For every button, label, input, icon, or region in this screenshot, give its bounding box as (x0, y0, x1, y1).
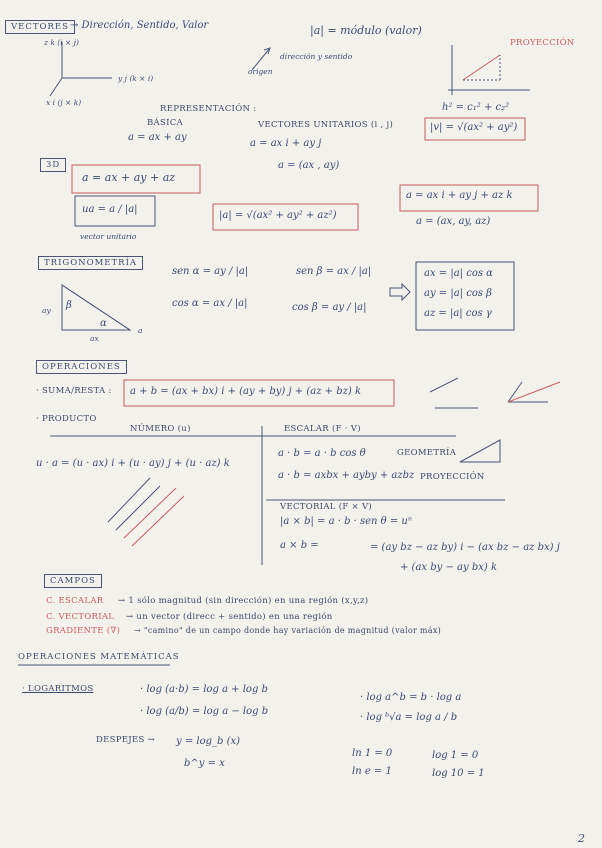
geometria-label: GEOMETRÍA (397, 448, 457, 458)
3d-tuple-formula: a = (ax, ay, az) (416, 216, 491, 227)
3d-formula: a = ax + ay + az (82, 171, 176, 184)
section-trigonometria: TRIGONOMETRÍA (38, 256, 143, 270)
k-axis-label: z k (i × j) (44, 38, 79, 47)
direction-cos-3: az = |a| cos γ (424, 308, 492, 319)
ln-one: ln 1 = 0 (352, 748, 393, 759)
unitarios-formula-2: a = (ax , ay) (278, 160, 340, 171)
escalar-formula-2: a · b = axbx + ayby + azbz (278, 470, 415, 481)
cos-beta: cos β = ay / |a| (292, 302, 367, 313)
vectorial-formula-1: |a × b| = a · b · sen θ = uⁿ (280, 516, 412, 527)
suma-formula: a + b = (ax + bx) i + (ay + by) j + (az + bz) k (130, 386, 362, 397)
gradiente-text: → "camino" de un campo donde hay variación de magnitud (valor máx) (134, 626, 442, 635)
j-axis-label: y j (k × i) (118, 74, 154, 83)
producto-label: · PRODUCTO (36, 414, 97, 424)
triangle-a: a (138, 326, 143, 335)
3d-modulo-formula: |a| = √(ax² + ay² + az²) (219, 210, 337, 221)
direction-label: dirección y sentido (280, 52, 353, 61)
origin-label: origen (248, 67, 273, 76)
log-product-rule: · log (a·b) = log a + log b (140, 684, 268, 695)
campo-vectorial-name: C. VECTORIAL (46, 612, 115, 622)
alpha-angle: α (100, 318, 107, 329)
unitarios-label: VECTORES UNITARIOS (i , j) (258, 120, 394, 130)
log-one: log 1 = 0 (432, 750, 479, 761)
i-axis-label: x i (j × k) (46, 98, 82, 107)
suma-label: · SUMA/RESTA : (36, 386, 112, 396)
triangle-ax: ax (90, 334, 99, 343)
sen-alpha: sen α = ay / |a| (172, 266, 249, 277)
unitarios-formula-1: a = ax i + ay j (250, 138, 322, 149)
section-operaciones: OPERACIONES (36, 360, 127, 374)
section-3d: 3D (40, 158, 66, 172)
x-axis (50, 78, 62, 96)
logaritmos-label: · LOGARITMOS (22, 684, 94, 694)
triangle-ay: ay (42, 306, 51, 315)
cos-alpha: cos α = ax / |a| (172, 298, 248, 309)
vectorial-formula-2: = (ay bz − az by) i − (ax bz − az bx) j (370, 542, 560, 553)
campo-escalar-name: C. ESCALAR (46, 596, 104, 606)
section-campos: CAMPOS (44, 574, 102, 588)
log-ten: log 10 = 1 (432, 768, 485, 779)
vector-definition: → Dirección, Sentido, Valor (70, 20, 209, 31)
gradiente-name: GRADIENTE (∇) (46, 626, 121, 636)
implies-arrow (390, 284, 410, 300)
section-matematicas: OPERACIONES MATEMÁTICAS (18, 652, 180, 662)
campo-escalar-text: → 1 sólo magnitud (sin dirección) en una región (x,y,z) (118, 596, 369, 606)
sen-beta: sen β = ax / |a| (296, 266, 372, 277)
3d-component-formula: a = ax i + ay j + az k (406, 190, 513, 201)
direction-cos-2: ay = |a| cos β (424, 288, 492, 299)
log-power-rule: · log a^b = b · log a (360, 692, 462, 703)
unit-vector-formula: ua = a / |a| (82, 204, 138, 215)
campo-vectorial-text: → un vector (direcc + sentido) en una región (126, 612, 333, 622)
vectorial-formula-3: + (ax by − ay bx) k (400, 562, 497, 573)
direction-cos-1: ax = |a| cos α (424, 268, 493, 279)
modulo-definition: |a| = módulo (valor) (310, 24, 422, 37)
proj-vector (463, 55, 500, 80)
page-number: 2 (578, 832, 585, 845)
proj-modulo-formula: |v| = √(ax² + ay²) (430, 122, 518, 133)
beta-angle: β (66, 300, 72, 311)
log-root-rule: · log ᵇ√a = log a / b (360, 712, 458, 723)
ln-e: ln e = 1 (352, 766, 392, 777)
section-vectores: VECTORES (5, 20, 75, 34)
representacion-title: REPRESENTACIÓN : (160, 104, 257, 114)
numero-formula: u · a = (u · ax) i + (u · ay) j + (u · az) k (36, 458, 230, 469)
unit-vector-label: vector unitario (80, 232, 137, 241)
escalar-formula-1: a · b = a · b cos θ (278, 448, 366, 459)
despeje-2: b^y = x (184, 758, 225, 769)
proyeccion-label: PROYECCIÓN (420, 472, 485, 482)
despejes-label: DESPEJES → (96, 735, 156, 745)
basica-formula: a = ax + ay (128, 132, 187, 143)
despeje-1: y = log_b (x) (176, 736, 241, 747)
proyeccion-title: PROYECCIÓN (510, 38, 575, 48)
numero-header: NÚMERO (u) (130, 424, 191, 434)
vectorial-header: VECTORIAL (F × V) (280, 502, 373, 512)
log-quotient-rule: · log (a/b) = log a − log b (140, 706, 269, 717)
vectorial-label: a × b = (280, 540, 319, 551)
escalar-header: ESCALAR (F · V) (284, 424, 361, 434)
pythagoras-formula: h² = c₁² + c₂² (442, 102, 510, 113)
basica-label: BÁSICA (147, 118, 184, 128)
